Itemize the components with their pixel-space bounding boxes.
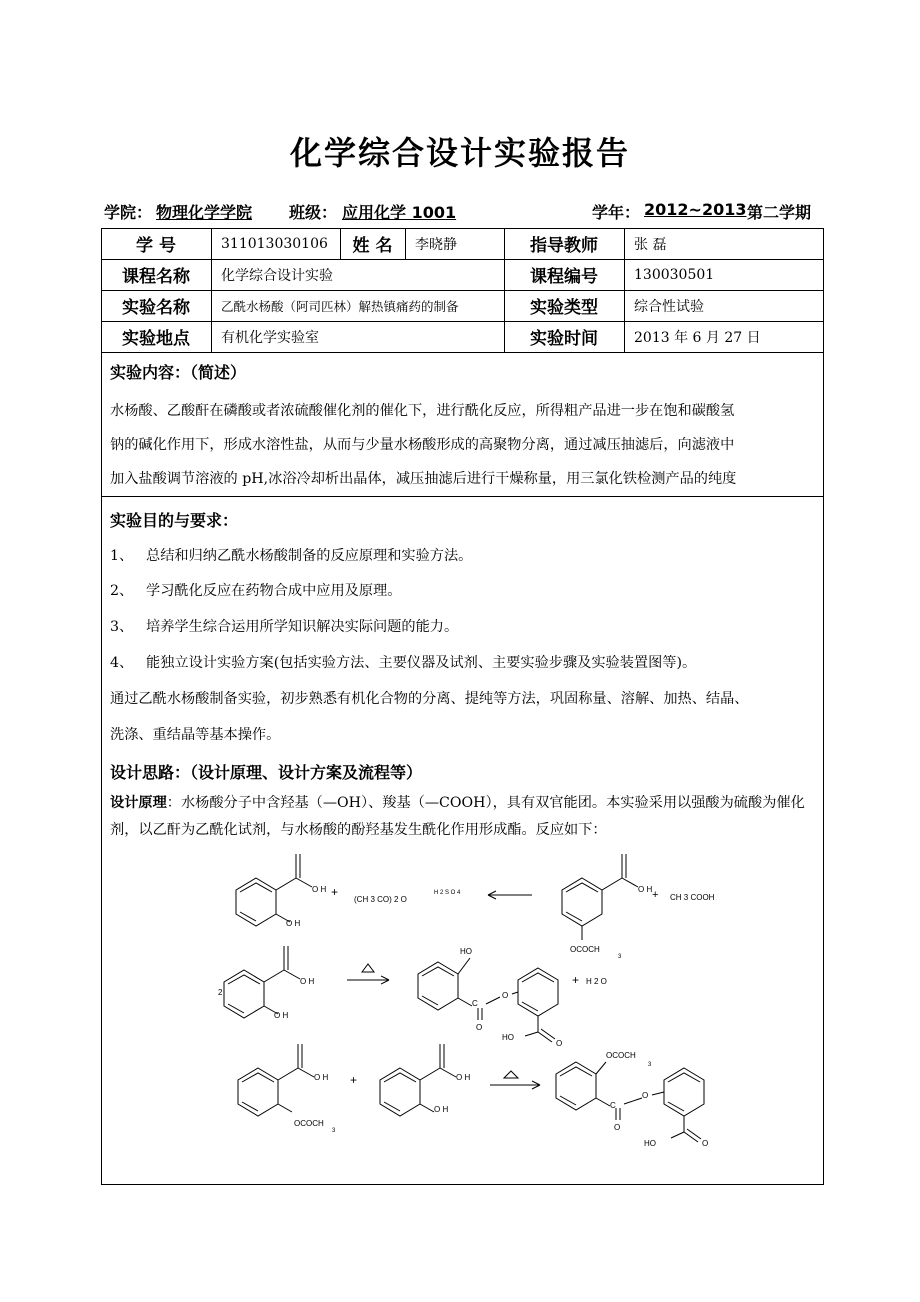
r1-plus-sign: + bbox=[652, 889, 659, 901]
content-line: 加入盐酸调节溶液的 pH,冰浴冷却析出晶体，减压抽滤后进行干燥称量，用三氯化铁检测产品的纯度 bbox=[110, 471, 737, 487]
design-heading: 设计思路：（设计原理、设计方案及流程等） bbox=[110, 763, 423, 782]
class-value: 应用化学 1001 bbox=[342, 203, 457, 222]
r1-sub3-label: 3 bbox=[618, 954, 622, 960]
objective-num: 1、 bbox=[110, 548, 134, 564]
student-id-value: 311013030106 bbox=[221, 235, 328, 252]
heat-arrow bbox=[490, 1071, 540, 1089]
r3-ester-o-label: O bbox=[642, 1091, 649, 1100]
r2-water-label: H 2 O bbox=[586, 977, 607, 986]
r2-carbon-label: C bbox=[472, 999, 478, 1008]
r3-phenol-oh-label: O H bbox=[434, 1105, 449, 1114]
r1-product-oh-label: O H bbox=[638, 885, 653, 894]
report-meta bbox=[104, 200, 822, 224]
r2-coefficient: 2 bbox=[218, 988, 223, 997]
exp-type-value: 综合性试验 bbox=[634, 298, 704, 315]
class-label: 班级： bbox=[289, 203, 338, 222]
r3-oh-label: O H bbox=[314, 1073, 329, 1082]
r2-carbonyl-o-label: O bbox=[476, 1023, 483, 1032]
name-value: 李晓静 bbox=[415, 236, 457, 253]
principle-label: 设计原理 bbox=[110, 795, 167, 811]
teacher-label: 指导教师 bbox=[530, 236, 598, 256]
acetylsalsalate-structure bbox=[556, 1062, 704, 1142]
objective-text: 培养学生综合运用所学知识解决实际问题的能力。 bbox=[146, 619, 459, 635]
r1-catalyst-label: H 2 S O 4 bbox=[434, 890, 461, 896]
r3-sub3-label: 3 bbox=[332, 1128, 336, 1134]
objective-item bbox=[110, 616, 458, 636]
exp-name-label: 实验名称 bbox=[122, 298, 190, 318]
term-value: 第二学期 bbox=[747, 203, 812, 222]
r2-plus-sign: + bbox=[572, 973, 580, 987]
reaction-schemes bbox=[100, 840, 820, 1170]
r2-ester-o-label: O bbox=[502, 991, 509, 1000]
aspirin-structure bbox=[562, 854, 638, 940]
row-divider bbox=[101, 352, 824, 353]
course-no-label: 课程编号 bbox=[530, 267, 598, 287]
place-value: 有机化学实验室 bbox=[221, 329, 319, 346]
objective-num: 2、 bbox=[110, 583, 134, 599]
objectives-heading: 实验目的与要求： bbox=[110, 511, 239, 530]
r3-acid-ho-label: HO bbox=[644, 1139, 656, 1148]
teacher-value: 张 磊 bbox=[634, 236, 667, 253]
college-label: 学院： bbox=[104, 203, 153, 222]
r1-phenol-oh-label: O H bbox=[286, 919, 301, 928]
r1-oh-label: O H bbox=[312, 885, 327, 894]
content-line: 水杨酸、乙酸酐在磷酸或者浓硫酸催化剂的催化下，进行酰化反应，所得粗产品进一步在饱和碳酸氢 bbox=[110, 403, 735, 419]
objective-text: 学习酰化反应在药物合成中应用及原理。 bbox=[146, 583, 402, 599]
r2-acid-ho-label: HO bbox=[502, 1033, 514, 1042]
objective-num: 3、 bbox=[110, 619, 134, 635]
place-label: 实验地点 bbox=[122, 329, 190, 349]
content-heading: 实验内容：（简述） bbox=[110, 363, 247, 382]
r3-acid-oh-label: O H bbox=[456, 1073, 471, 1082]
r1-ococh-label: OCOCH bbox=[570, 945, 600, 954]
r3-carbon-label: C bbox=[610, 1101, 616, 1110]
design-principle bbox=[110, 790, 818, 844]
year-label: 学年： bbox=[592, 203, 641, 222]
r3-ococh-label: OCOCH bbox=[294, 1119, 324, 1128]
name-label: 姓 名 bbox=[352, 236, 393, 256]
principle-text: ：水杨酸分子中含羟基（—OH）、羧基（—COOH），具有双官能团。本实验采用以强酸为硫酸为催化剂，以乙酐为乙酰化试剂，与水杨酸的酚羟基发生酰化作用形成酯。反应如下： bbox=[110, 795, 805, 838]
r2-ho-label: HO bbox=[460, 947, 472, 956]
row-divider bbox=[101, 496, 824, 497]
salsalate-structure bbox=[418, 958, 558, 1042]
exp-type-label: 实验类型 bbox=[530, 298, 598, 318]
course-no-value: 130030501 bbox=[634, 266, 715, 283]
objectives-summary-line: 洗涤、重结晶等基本操作。 bbox=[110, 727, 281, 743]
objective-text: 总结和归纳乙酰水杨酸制备的反应原理和实验方法。 bbox=[146, 548, 473, 564]
objective-num: 4、 bbox=[110, 655, 134, 671]
college-value: 物理化学学院 bbox=[156, 203, 253, 222]
salicylic-acid-structure bbox=[236, 854, 312, 926]
time-label: 实验时间 bbox=[530, 329, 598, 349]
student-id-label: 学 号 bbox=[136, 236, 176, 256]
r2-phenol-oh-label: O H bbox=[274, 1011, 289, 1020]
objective-item bbox=[110, 580, 401, 600]
aspirin-structure bbox=[238, 1044, 314, 1116]
r3-product-ococh-label: OCOCH bbox=[606, 1051, 636, 1060]
r3-carbonyl-o-label: O bbox=[614, 1123, 621, 1132]
r3-product-sub3-label: 3 bbox=[648, 1062, 652, 1068]
r2-oh-label: O H bbox=[300, 977, 315, 986]
r1-acetic-acid-label: CH 3 COOH bbox=[670, 893, 715, 902]
exp-name-value: 乙酰水杨酸（阿司匹林）解热镇痛药的制备 bbox=[221, 298, 459, 314]
year-value: 2012~2013 bbox=[644, 200, 747, 219]
time-value: 2013 年 6 月 27 日 bbox=[634, 329, 761, 346]
objective-item bbox=[110, 545, 472, 565]
r1-anhydride-label: (CH 3 CO) 2 O bbox=[354, 895, 407, 904]
heat-arrow bbox=[347, 964, 389, 984]
r3-acid-o-label: O bbox=[702, 1139, 709, 1148]
r1-plus-sign: + bbox=[331, 885, 339, 899]
content-line: 钠的碱化作用下，形成水溶性盐，从而与少量水杨酸形成的高聚物分离，通过减压抽滤后，向滤液中 bbox=[110, 437, 735, 453]
objectives-summary-line: 通过乙酰水杨酸制备实验，初步熟悉有机化合物的分离、提纯等方法，巩固称量、溶解、加热、结晶、 bbox=[110, 691, 749, 707]
salicylic-acid-structure bbox=[224, 946, 300, 1018]
r2-acid-o-label: O bbox=[556, 1039, 563, 1048]
course-label: 课程名称 bbox=[122, 267, 190, 287]
course-value: 化学综合设计实验 bbox=[221, 267, 333, 284]
report-title: 化学综合设计实验报告 bbox=[289, 134, 630, 172]
objective-item bbox=[110, 652, 696, 672]
objective-text: 能独立设计实验方案(包括实验方法、主要仪器及试剂、主要实验步骤及实验装置图等)。 bbox=[146, 655, 697, 671]
r3-plus-sign: + bbox=[350, 1073, 358, 1087]
